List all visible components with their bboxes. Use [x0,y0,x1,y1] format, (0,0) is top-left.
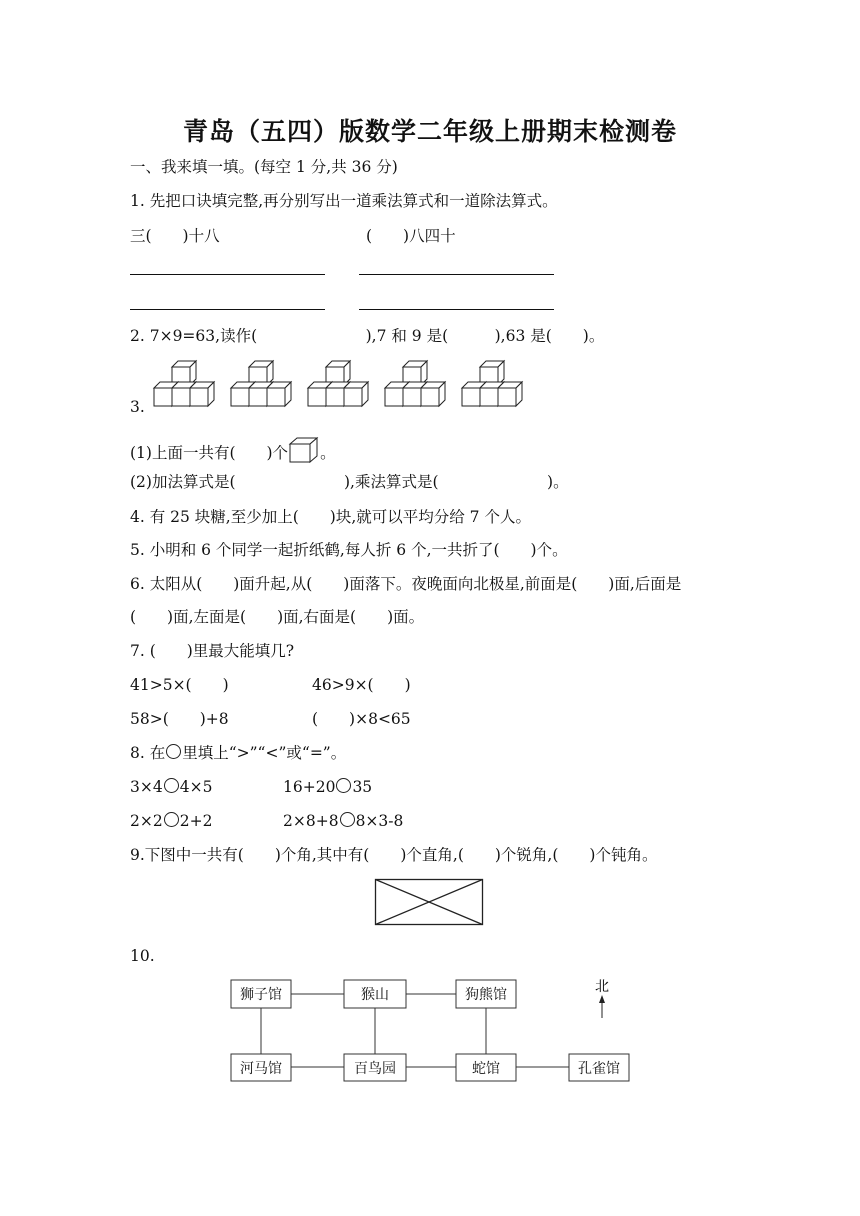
q8-b-left: 16+20 [283,778,336,796]
q8-item-a [130,777,212,797]
q9-text: 9.下图中一共有( )个角,其中有( )个直角,( )个锐角,( )个钝角。 [130,846,658,864]
q7-item-d: ( )×8<65 [312,710,411,728]
q8-a-left: 3×4 [130,778,163,796]
cube-group [462,361,522,406]
north-label: 北 [595,979,609,995]
q1-answer-line-1 [130,274,325,275]
north-arrow-icon [599,995,605,1018]
q8-d-left: 2×8+8 [283,812,339,830]
compare-circle-icon [336,778,351,793]
section-heading: 一、我来填一填。(每空 1 分,共 36 分) [130,158,398,176]
q8-item-c [130,811,212,831]
q3-part1 [130,437,336,463]
page-title: 青岛（五四）版数学二年级上册期末检测卷 [182,117,677,146]
q3-number: 3. [130,398,145,416]
q1-answer-line-2 [359,274,554,275]
q8-prompt-start: 8. 在 [130,744,166,762]
q7-item-a: 41>5×( ) [130,676,229,694]
place-birds: 百鸟园 [354,1061,396,1077]
cube-group [231,361,291,406]
q8-prompt [130,743,346,763]
compare-circle-icon [164,812,179,827]
q1-answer-line-3 [130,309,325,310]
cube-group [385,361,445,406]
cube-icon [288,437,320,463]
q10-number: 10. [130,947,155,965]
place-hippo: 河马馆 [240,1061,282,1077]
place-lion: 狮子馆 [240,987,282,1003]
compare-circle-icon [164,778,179,793]
place-monkey: 猴山 [361,987,389,1003]
q1-answer-line-4 [359,309,554,310]
place-snake: 蛇馆 [472,1061,500,1077]
q8-c-left: 2×2 [130,812,163,830]
q8-d-right: 8×3-8 [355,812,404,830]
place-bear: 狗熊馆 [465,987,507,1003]
q1-right-rhyme: ( )八四十 [366,227,456,245]
q4-text: 4. 有 25 块糖,至少加上( )块,就可以平均分给 7 个人。 [130,508,531,526]
q7-item-c: 58>( )+8 [130,710,229,728]
zoo-map [228,970,638,1085]
q6-text-line2: ( )面,左面是( )面,右面是( )面。 [130,608,425,626]
cube-group [154,361,214,406]
q5-text: 5. 小明和 6 个同学一起折纸鹤,每人折 6 个,一共折了( )个。 [130,541,568,559]
compare-circle-icon [340,812,355,827]
q6-text-line1: 6. 太阳从( )面升起,从( )面落下。夜晚面向北极星,前面是( )面,后面是 [130,575,682,593]
compare-circle-icon [166,744,181,759]
cube-groups-figure [150,356,540,412]
place-peacock: 孔雀馆 [578,1061,620,1077]
q2-text: 2. 7×9=63,读作( ),7 和 9 是( ),63 是( )。 [130,327,605,345]
q8-b-right: 35 [352,778,373,796]
q8-item-d [283,811,403,831]
q1-prompt: 1. 先把口诀填完整,再分别写出一道乘法算式和一道除法算式。 [130,192,558,210]
q8-item-b [283,777,372,797]
q8-a-right: 4×5 [179,778,213,796]
q3-part1-end: 。 [320,444,336,462]
q7-item-b: 46>9×( ) [312,676,411,694]
q3-part1-text: (1)上面一共有( )个 [130,444,289,462]
cube-group [308,361,368,406]
q8-c-right: 2+2 [179,812,213,830]
q1-left-rhyme: 三( )十八 [130,227,220,245]
q8-prompt-end: 里填上“>”“<”或“=”。 [182,744,347,762]
q3-part2: (2)加法算式是( ),乘法算式是( )。 [130,473,569,491]
q7-prompt: 7. ( )里最大能填几? [130,642,295,660]
angle-figure [374,878,486,928]
